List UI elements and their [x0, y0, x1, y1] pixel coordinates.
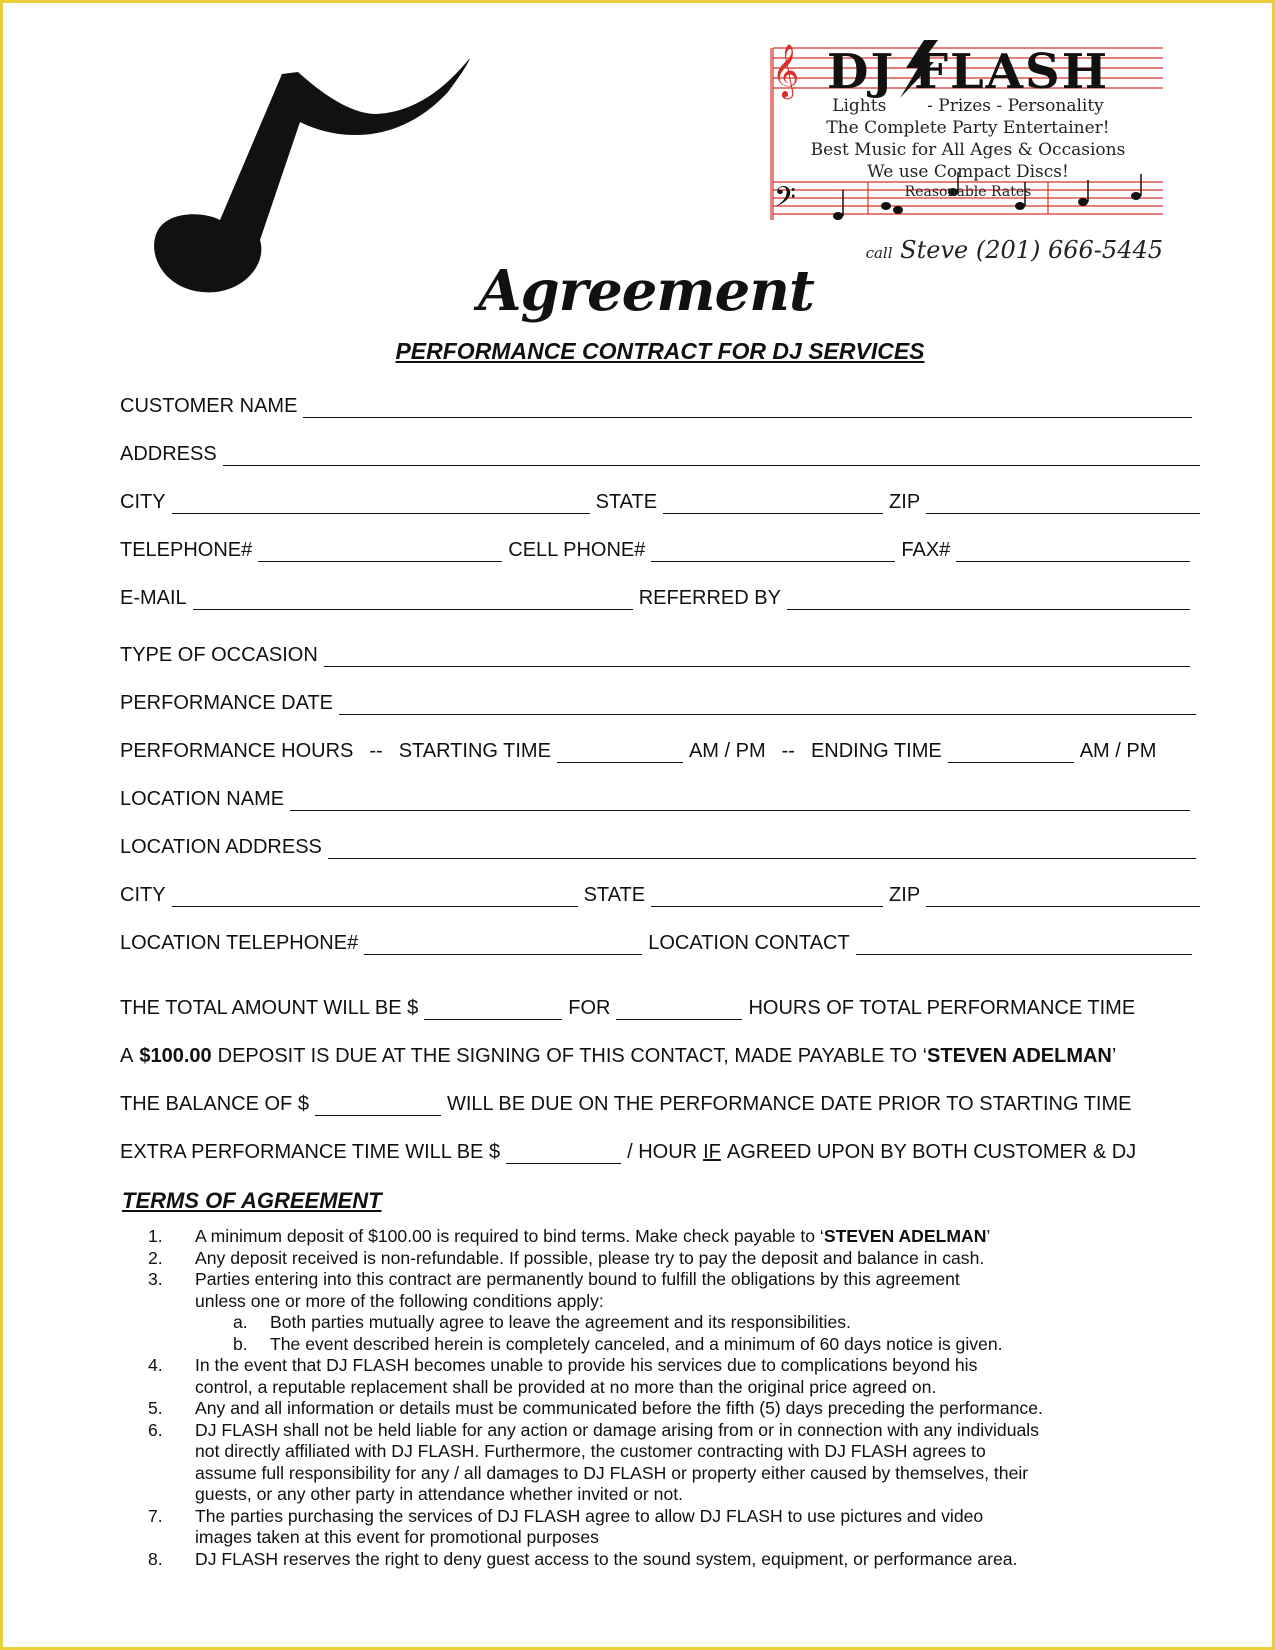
dash-1: --: [369, 740, 383, 762]
list-item: 2. Any deposit received is non-refundable. If possible, please try to pay the deposit and balance in cash.: [148, 1247, 985, 1268]
terms-list: [148, 1226, 1128, 1570]
address-field[interactable]: [223, 445, 1200, 466]
location-address-label: LOCATION ADDRESS: [120, 836, 322, 858]
location-name-label: LOCATION NAME: [120, 788, 285, 810]
performance-date-label: PERFORMANCE DATE: [120, 692, 333, 714]
terms-heading: TERMS OF AGREEMENT: [122, 1188, 382, 1213]
performance-date-field[interactable]: [339, 694, 1196, 715]
list-item: 5. Any and all information or details must be communicated before the fifth (5) days preceding the performance.: [148, 1398, 1043, 1418]
location-name-field[interactable]: [290, 790, 1190, 811]
city-label: CITY: [120, 491, 166, 513]
starting-time-label: STARTING TIME: [398, 740, 551, 762]
total-amount-label: THE TOTAL AMOUNT WILL BE $: [120, 997, 419, 1019]
list-item: 3. Parties entering into this contract are permanently bound to fulfill the obligations by this agreement unless one or more of the following conditions apply:: [148, 1269, 960, 1311]
dash-2: --: [781, 740, 795, 762]
logo-call: call: [865, 244, 893, 262]
page-subtitle: PERFORMANCE CONTRACT FOR DJ SERVICES: [395, 338, 925, 364]
location-contact-field[interactable]: [856, 934, 1192, 955]
svg-text:𝄞: 𝄞: [772, 43, 800, 97]
deposit-text: DEPOSIT IS DUE AT THE SIGNING OF THIS CONTACT, MADE PAYABLE TO ‘: [217, 1045, 928, 1067]
location-zip-field[interactable]: [926, 886, 1200, 907]
balance-label: THE BALANCE OF $: [120, 1093, 309, 1115]
telephone-label: TELEPHONE#: [120, 539, 253, 561]
address-label: ADDRESS: [120, 443, 217, 465]
logo-contact: Steve (201) 666-5445: [900, 236, 1163, 264]
extra-if: IF: [703, 1141, 721, 1163]
extra-text: AGREED UPON BY BOTH CUSTOMER & DJ: [726, 1141, 1137, 1163]
location-city-label: CITY: [120, 884, 166, 906]
list-item: 7. The parties purchasing the services of DJ FLASH agree to allow DJ FLASH to use pictures and video images taken at this event for promotional purposes: [148, 1505, 984, 1547]
fax-label: FAX#: [901, 539, 951, 561]
location-contact-label: LOCATION CONTACT: [648, 932, 850, 954]
logo-prizes: - Prizes - Personality: [927, 96, 1104, 116]
logo-brand: DJ FLASH: [826, 44, 1110, 100]
location-telephone-label: LOCATION TELEPHONE#: [120, 932, 359, 954]
total-hours-label: HOURS OF TOTAL PERFORMANCE TIME: [748, 997, 1136, 1019]
total-amount-field[interactable]: [424, 999, 562, 1020]
list-item: b. The event described herein is completely canceled, and a minimum of 60 days notice is given.: [233, 1333, 1003, 1354]
dj-flash-logo: [768, 40, 1168, 270]
occasion-label: TYPE OF OCCASION: [120, 644, 318, 666]
starting-time-field[interactable]: [557, 742, 683, 763]
state-label: STATE: [595, 491, 658, 513]
performance-hours-label: PERFORMANCE HOURS: [120, 740, 354, 762]
location-telephone-field[interactable]: [364, 934, 642, 955]
ending-time-label: ENDING TIME: [810, 740, 942, 762]
fax-field[interactable]: [956, 541, 1190, 562]
location-address-field[interactable]: [328, 838, 1196, 859]
total-hours-field[interactable]: [616, 999, 742, 1020]
referred-by-field[interactable]: [787, 589, 1190, 610]
cell-phone-field[interactable]: [651, 541, 895, 562]
list-item: 4. In the event that DJ FLASH becomes unable to provide his services due to complications beyond his control, a reputable replacement shall be provided at no more than the original price agreed on.: [148, 1355, 978, 1397]
extra-time-field[interactable]: [506, 1143, 621, 1164]
email-label: E-MAIL: [120, 587, 187, 609]
customer-name-label: CUSTOMER NAME: [120, 395, 298, 417]
cell-phone-label: CELL PHONE#: [508, 539, 646, 561]
total-for-label: FOR: [568, 997, 611, 1019]
location-state-field[interactable]: [651, 886, 883, 907]
customer-name-field[interactable]: [303, 397, 1192, 418]
location-city-field[interactable]: [172, 886, 578, 907]
extra-time-label: EXTRA PERFORMANCE TIME WILL BE $: [120, 1141, 501, 1163]
zip-label: ZIP: [889, 491, 921, 513]
am-pm-end: AM / PM: [1079, 740, 1157, 762]
logo-rates: Reasonable Rates: [904, 184, 1032, 200]
logo-music: Best Music for All Ages & Occasions: [810, 140, 1126, 160]
deposit-prefix: A: [120, 1045, 134, 1067]
logo-lights: Lights: [832, 96, 887, 116]
list-item: a. Both parties mutually agree to leave the agreement and its responsibilities.: [233, 1312, 851, 1332]
list-item: 1. A minimum deposit of $100.00 is required to bind terms. Make check payable to ‘STEVEN ADELMAN’: [148, 1226, 991, 1246]
location-state-label: STATE: [583, 884, 646, 906]
extra-per-hour: / HOUR: [627, 1141, 698, 1163]
zip-field[interactable]: [926, 493, 1200, 514]
list-item: 8. DJ FLASH reserves the right to deny guest access to the sound system, equipment, or performance area.: [148, 1548, 1018, 1569]
deposit-quote: ’: [1111, 1045, 1117, 1067]
balance-text: WILL BE DUE ON THE PERFORMANCE DATE PRIOR TO STARTING TIME: [446, 1093, 1132, 1115]
svg-text:𝄢: 𝄢: [774, 181, 796, 221]
email-field[interactable]: [193, 589, 633, 610]
occasion-field[interactable]: [324, 646, 1190, 667]
referred-by-label: REFERRED BY: [638, 587, 781, 609]
balance-field[interactable]: [315, 1095, 441, 1116]
list-item: 6. DJ FLASH shall not be held liable for any action or damage arising from or in connection with any individuals not directly affiliated with DJ FLASH. Furthermore, the customer contracting with DJ FLASH agrees to assume full responsibility for any / all damages to DJ FLASH or property either caused by themselves, their guests, or any other party in attendance whether invited or not.: [148, 1419, 1039, 1504]
music-note-icon: [150, 52, 490, 302]
city-field[interactable]: [172, 493, 590, 514]
location-zip-label: ZIP: [889, 884, 921, 906]
telephone-field[interactable]: [258, 541, 502, 562]
logo-cds: We use Compact Discs!: [867, 162, 1069, 182]
am-pm-start: AM / PM: [688, 740, 766, 762]
state-field[interactable]: [663, 493, 883, 514]
logo-tagline: The Complete Party Entertainer!: [826, 118, 1110, 138]
deposit-payee: STEVEN ADELMAN: [927, 1045, 1112, 1067]
page-title: Agreement: [478, 258, 814, 324]
deposit-amount: $100.00: [139, 1045, 212, 1067]
ending-time-field[interactable]: [948, 742, 1074, 763]
